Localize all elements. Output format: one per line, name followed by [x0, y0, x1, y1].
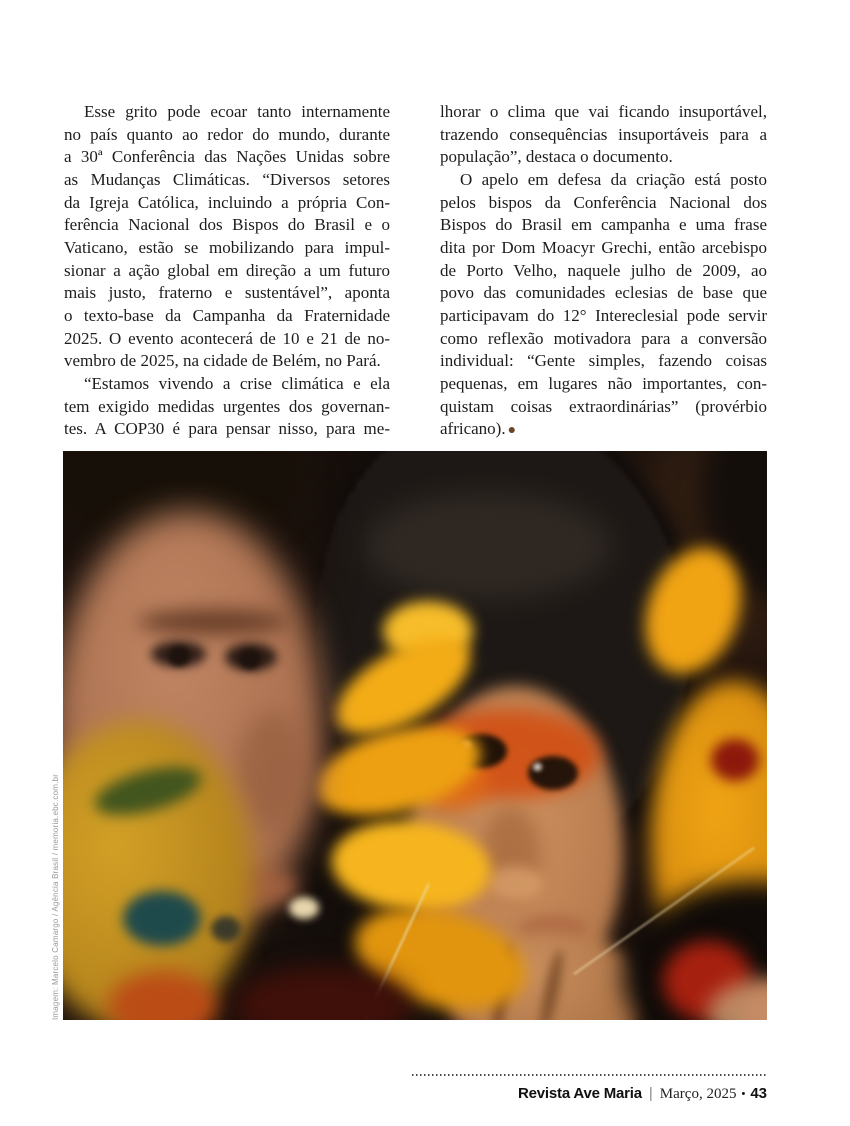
article-column-right	[440, 101, 767, 441]
text-line: O apelo em defesa da criação está posto	[460, 169, 767, 189]
footer-separator: |	[648, 1085, 653, 1102]
text-line: vembro de 2025, na cidade de Belém, no Pará.	[64, 351, 381, 371]
photo-layer-woman-pupil-left	[168, 646, 190, 666]
text-line-text: africano).	[440, 419, 506, 439]
footer	[518, 1085, 767, 1103]
text-line: Bispos do Brasil em campanha e uma frase	[440, 215, 767, 235]
photo-layer-nose-tip	[488, 866, 543, 901]
photo-credit: Imagem: Marcelo Camargo / Agência Brasil / memoria.ebc.com.br	[51, 773, 60, 1020]
photo-layer-chin-dot	[211, 916, 241, 942]
photo-layer-teal-spot	[123, 891, 201, 946]
end-of-article-dot: ●	[507, 423, 517, 439]
text-line: tes. A COP30 é para pensar nisso, para me-	[64, 419, 390, 439]
text-line: mais justo, fraterno e sustentável”, aponta	[64, 283, 390, 303]
text-line: as Mudanças Climáticas. “Diversos setores	[64, 169, 390, 189]
text-line: trazendo consequências insuportáveis para a	[440, 124, 767, 144]
text-line: ferência Nacional dos Bispos do Brasil e o	[64, 215, 390, 235]
article-photo	[63, 451, 767, 1020]
text-line: lhorar o clima que vai ficando insuportável,	[440, 102, 767, 121]
magazine-name: Revista Ave Maria	[518, 1085, 642, 1102]
text-line: sionar a ação global em direção a um futuro	[64, 260, 390, 280]
text-line: Esse grito pode ecoar tanto internamente	[84, 102, 390, 121]
footer-dotted-rule	[412, 1074, 768, 1076]
text-line: “Estamos vivendo a crise climática e ela	[84, 373, 390, 393]
text-line: participavam do 12° Intereclesial pode servir	[440, 305, 767, 325]
text-line: dita por Dom Moacyr Grechi, então arcebispo	[440, 237, 767, 257]
text-line	[440, 418, 767, 441]
text-line: no país quanto ao redor do mundo, durante	[64, 124, 390, 144]
text-line: quistam coisas extraordinárias” (provérbio	[440, 396, 767, 416]
photo-layer-red-ornament	[711, 739, 759, 781]
text-line: pelos bispos da Conferência Nacional dos	[440, 192, 767, 212]
text-line: como reflexão motivadora para a conversão	[440, 328, 767, 348]
text-line: o texto-base da Campanha da Fraternidade	[64, 305, 390, 325]
photo-layer-bead	[289, 897, 319, 919]
text-line: individual: “Gente simples, fazendo coisas	[440, 351, 767, 371]
text-line: Vaticano, estão se mobilizando para impul-	[64, 237, 390, 257]
article-column-left	[64, 101, 390, 441]
footer-date: Março, 2025	[659, 1086, 737, 1102]
photo-layer-woman-pupil-right	[239, 649, 261, 669]
text-line: da Igreja Católica, incluindo a própria Con-	[64, 192, 390, 212]
text-line: pequenas, em lugares não importantes, con-	[440, 373, 767, 393]
photo-layer-woman-nose-shadow	[238, 711, 308, 831]
photo-layer-hair-shine	[363, 491, 613, 601]
text-line: a 30ª Conferência das Nações Unidas sobre	[64, 147, 390, 167]
text-line: tem exigido medidas urgentes dos governan-	[64, 396, 390, 416]
text-line: de Porto Velho, naquele julho de 2009, ao	[440, 260, 767, 280]
photo-layer-woman-brow	[138, 609, 288, 635]
photo-layer-child-eye-right-glint	[533, 763, 542, 771]
photo-layer-child-eye-right	[528, 756, 578, 790]
text-line: 2025. O evento acontecerá de 10 e 21 de no-	[64, 328, 390, 348]
text-line: povo das comunidades eclesias de base que	[440, 283, 767, 303]
text-line: população”, destaca o documento.	[440, 147, 673, 167]
footer-bullet: •	[741, 1088, 746, 1100]
page-number: 43	[750, 1085, 767, 1102]
